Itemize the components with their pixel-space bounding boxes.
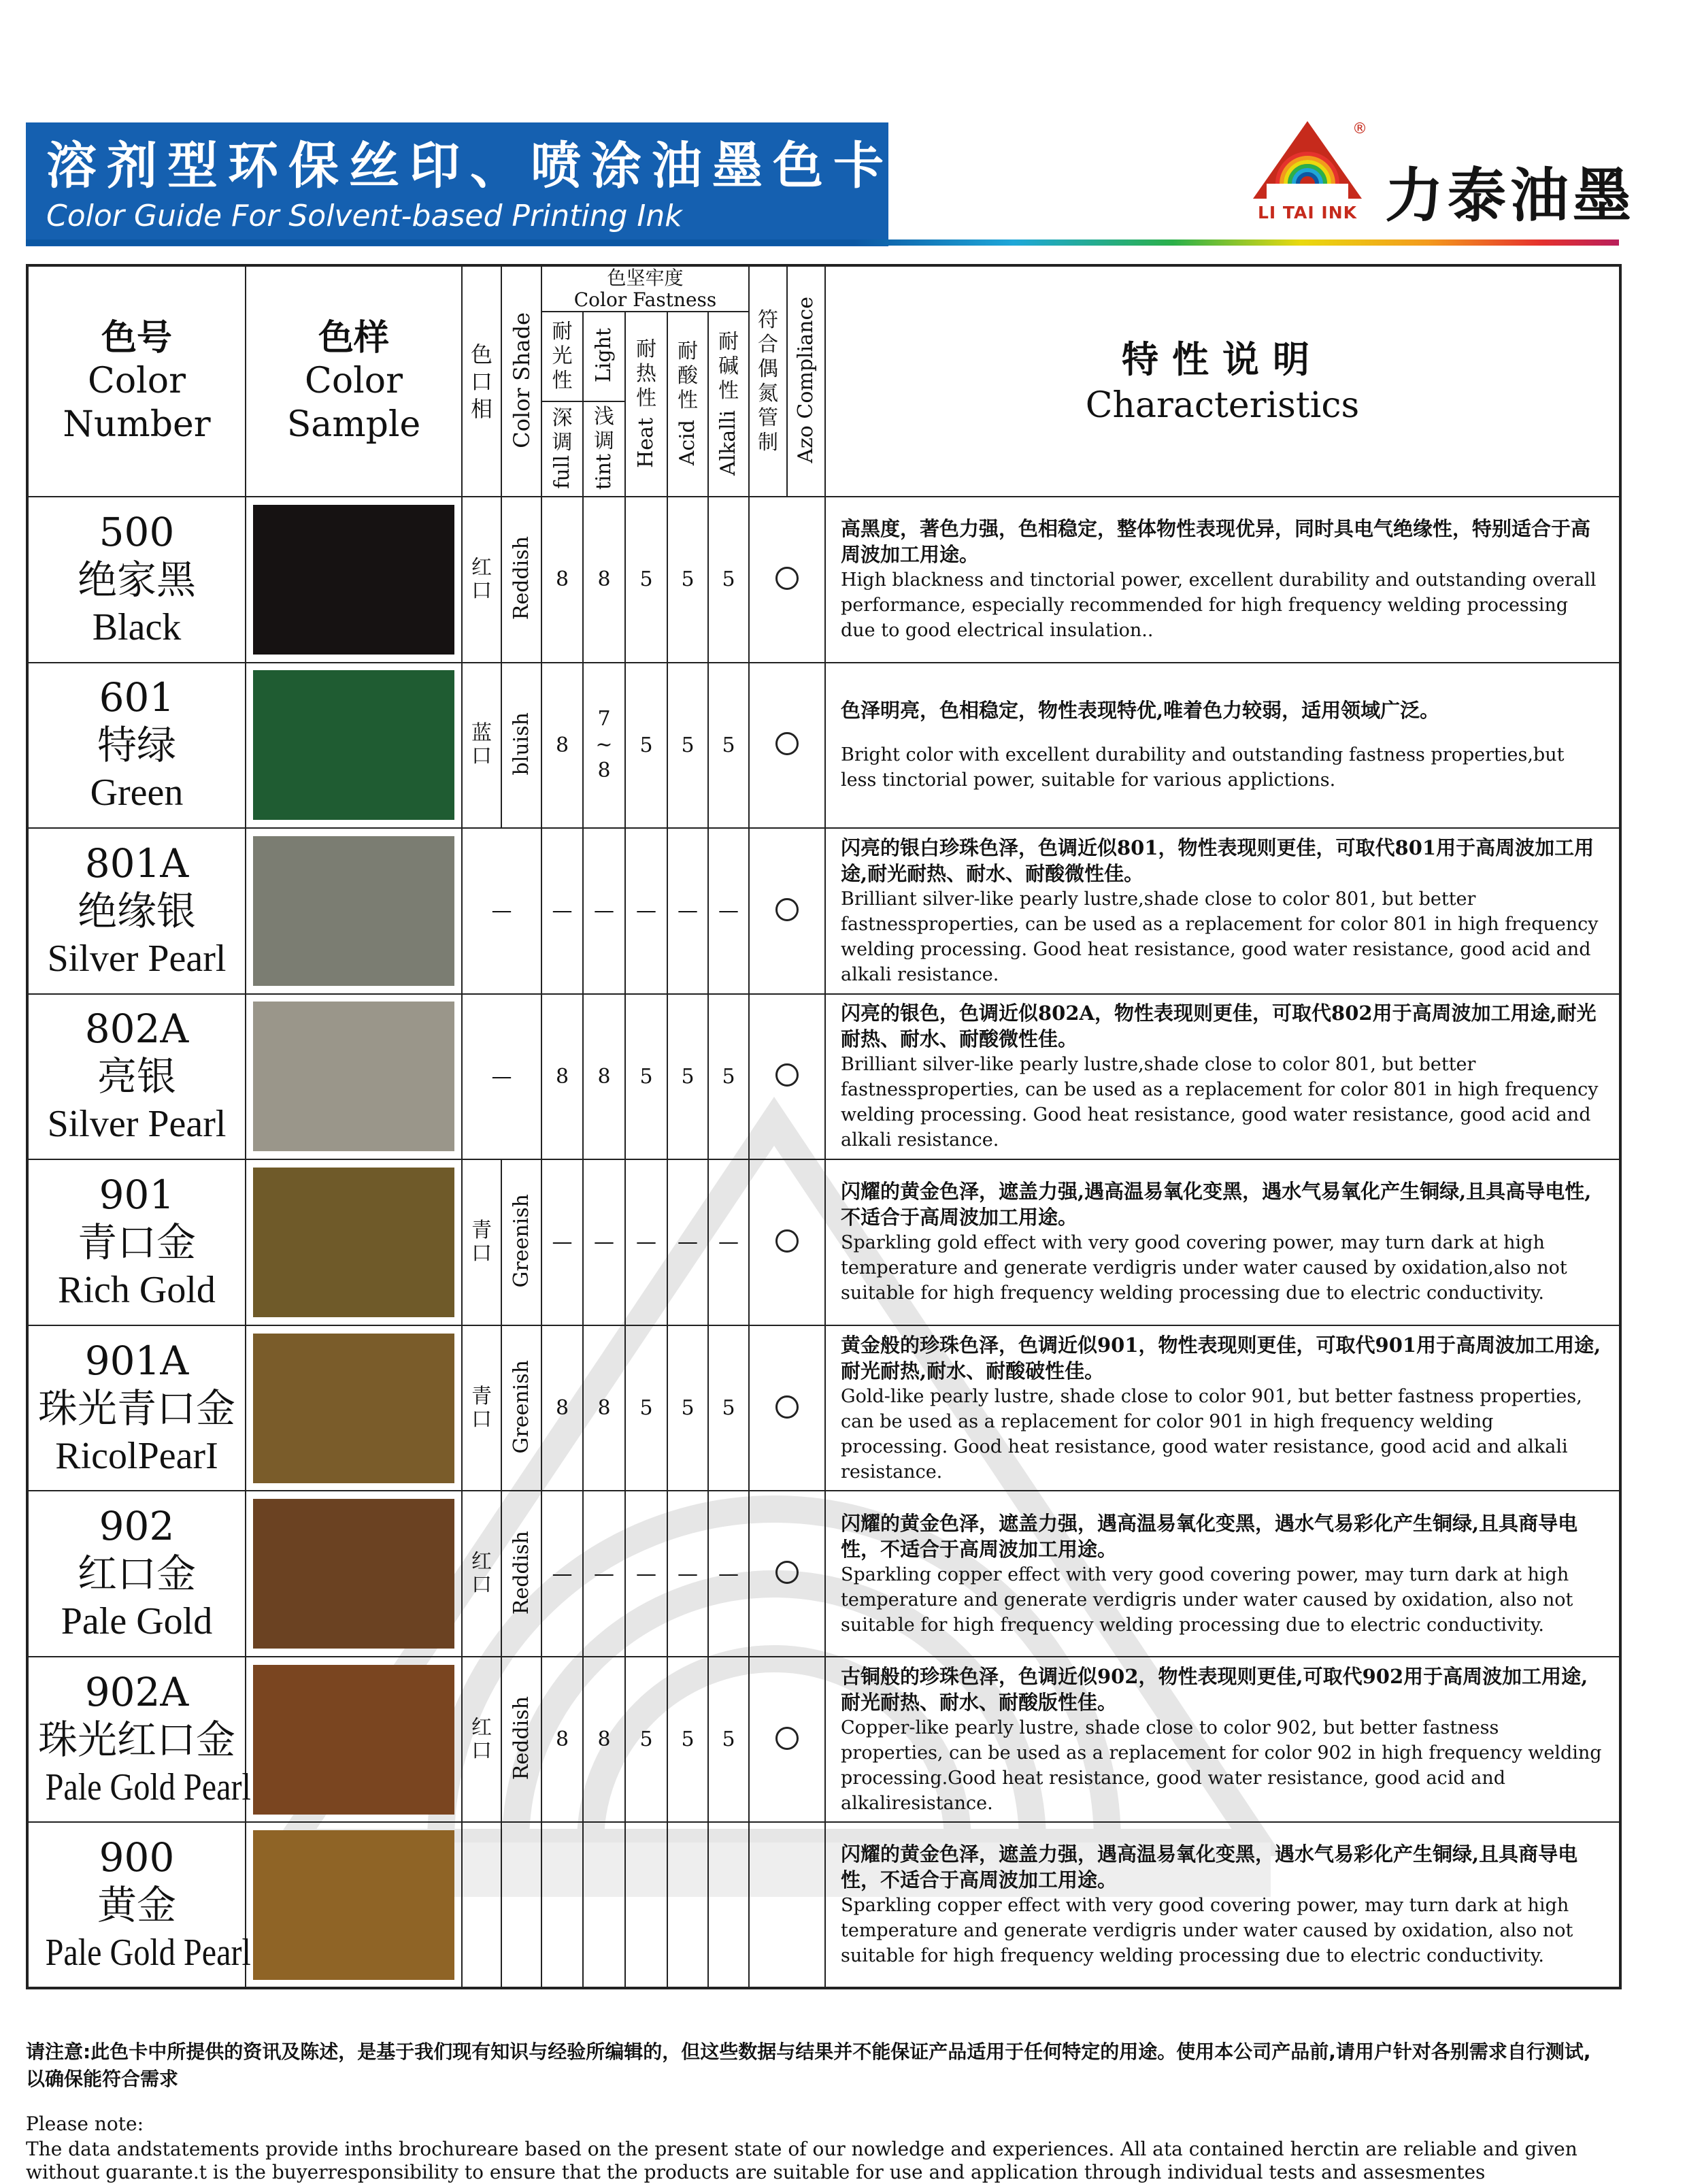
characteristics-cell: 闪耀的黄金色泽，遮盖力强,遇高温易氧化变黑，遇水气易氧化产生铜绿,且具高导电性,不适合于高周波加工用途。 Sparkling gold effect with very good covering power, may turn dark at high temperature and generate verdigris under water caused by oxidation,also not suitable for high frequency welding processing due to electric conductivity. [825, 1159, 1620, 1325]
tint-value: 8 [583, 497, 625, 663]
acid-value: 5 [667, 994, 708, 1160]
full-value: 8 [541, 1657, 583, 1823]
table-row [27, 994, 1620, 1160]
title-english: Color Guide For Solvent-based Printing Ink [46, 199, 682, 233]
heat-value: — [625, 1491, 667, 1657]
color-sample-cell [246, 1491, 462, 1657]
heat-value: 5 [625, 1657, 667, 1823]
tint-value: 8 [583, 994, 625, 1160]
full-value [541, 1822, 583, 1988]
tint-value: 7~8 [583, 663, 625, 829]
table-row [27, 497, 1620, 663]
table-row [27, 1822, 1620, 1988]
azo-compliant-circle-icon [775, 567, 799, 590]
shade-cn-cell: 红口 [462, 1491, 501, 1657]
tint-value: — [583, 828, 625, 994]
azo-cell [749, 1822, 825, 1988]
color-swatch [253, 1002, 454, 1151]
color-sample-cell [246, 497, 462, 663]
azo-cell [749, 1657, 825, 1823]
full-value: 8 [541, 994, 583, 1160]
table-row [27, 663, 1620, 829]
color-number-cell: 902A 珠光红口金 Pale Gold Pearl [27, 1657, 246, 1823]
table-row [27, 828, 1620, 994]
alkali-value: 5 [708, 1657, 749, 1823]
heat-value: 5 [625, 994, 667, 1160]
heat-value: — [625, 828, 667, 994]
azo-cell [749, 1325, 825, 1491]
alkali-value: — [708, 828, 749, 994]
color-swatch [253, 670, 454, 820]
tint-value [583, 1822, 625, 1988]
alkali-value: — [708, 1491, 749, 1657]
color-swatch [253, 1665, 454, 1815]
azo-compliant-circle-icon [775, 1727, 799, 1750]
color-guide-table [26, 264, 1622, 1989]
characteristics-cell: 高黑度，著色力强，色相稳定，整体物性表现优异，同时具电气绝缘性，特别适合于高周波加工用途。 High blackness and tinctorial power, excellent durability and outstanding overall performance, especially recommended for high frequency welding processing due to good electrical insulation.. [825, 497, 1620, 663]
disclaimer-english: The data andstatements provide inths brochureare based on the present state of our nowledge and experiences. All ata contained herctin are reliable and given without guarante.t is the buyerresponsibility to ensure that the products are suitable for use and application through individual tests and assesmentes [26, 2138, 1577, 2183]
shade-cn-cell: 红口 [462, 1657, 501, 1823]
alkali-value [708, 1822, 749, 1988]
triangle-rainbow-logo-icon [1250, 117, 1380, 205]
azo-compliant-circle-icon [775, 1561, 799, 1584]
characteristics-cell: 古铜般的珍珠色泽，色调近似902，物性表现则更佳,可取代902用于高周波加工用途,耐光耐热、耐水、耐酸版性佳。 Copper-like pearly lustre, shade close to color 902, but better fastness properties, can be used as a replacement for color 902 in high frequency welding processing.Good heat resistance, good water resistance, good acid and alkaliresistance. [825, 1657, 1620, 1823]
table-row [27, 1159, 1620, 1325]
acid-value: — [667, 1491, 708, 1657]
header-shade-cn: 色口相 [462, 265, 501, 497]
azo-compliant-circle-icon [775, 1063, 799, 1087]
characteristics-cell: 闪亮的银白珍珠色泽，色调近似801，物性表现则更佳，可取代801用于高周波加工用途,耐光耐热、耐水、耐酸微性佳。 Brilliant silver-like pearly lustre,shade close to color 801, but better fastnessproperties, can be used as a replacement for color 801 in high frequency welding processing. Good heat resistance, good water resistance, good acid and alkali resistance. [825, 828, 1620, 994]
header-tint: 浅调 tint [583, 401, 625, 497]
tint-value: 8 [583, 1657, 625, 1823]
azo-cell [749, 1159, 825, 1325]
shade-cn-cell: 蓝口 [462, 663, 501, 829]
header-shade-en: Color Shade [501, 265, 541, 497]
shade-en-cell: Greenish [501, 1159, 541, 1325]
shade-en-cell: Greenish [501, 1325, 541, 1491]
color-number-cell: 601 特绿 Green [27, 663, 246, 829]
shade-cell: — [462, 828, 541, 994]
disclaimer-chinese: 请注意:此色卡中所提供的资讯及陈述，是基于我们现有知识与经验所编辑的，但这些数据与结果并不能保证产品适用于任何特定的用途。使用本公司产品前,请用户针对各别需求自行测试,以确保能符合需求 [26, 2040, 1591, 2090]
shade-en-cell: Reddish [501, 1657, 541, 1823]
color-swatch [253, 836, 454, 986]
shade-cn-cell: 青口 [462, 1159, 501, 1325]
logo-english: LI TAI INK [1258, 203, 1357, 222]
color-number-cell: 802A 亮银 Silver Pearl [27, 994, 246, 1160]
acid-value: — [667, 828, 708, 994]
characteristics-cell: 黄金般的珍珠色泽，色调近似901，物性表现则更佳，可取代901用于高周波加工用途,耐光耐热,耐水、耐酸破性佳。 Gold-like pearly lustre, shade close to color 901, but better fastness properties, can be used as a replacement for color 901 in high frequency welding processing. Good heat resistance, good water resistance, good acid and alkali resistance. [825, 1325, 1620, 1491]
acid-value: — [667, 1159, 708, 1325]
table-row [27, 1325, 1620, 1491]
shade-en-cell: Reddish [501, 497, 541, 663]
header-azo-cn: 符合偶氮管制 [749, 265, 787, 497]
logo-chinese: 力泰油墨 [1385, 161, 1635, 230]
shade-en-cell [501, 1822, 541, 1988]
alkali-value: 5 [708, 663, 749, 829]
azo-compliant-circle-icon [775, 898, 799, 921]
alkali-value: — [708, 1159, 749, 1325]
color-number-cell: 500 绝家黑 Black [27, 497, 246, 663]
table-body [27, 497, 1620, 1988]
title-banner [26, 122, 894, 246]
color-sample-cell [246, 994, 462, 1160]
alkali-value: 5 [708, 1325, 749, 1491]
azo-compliant-circle-icon [775, 1229, 799, 1253]
rainbow-divider [26, 239, 1619, 246]
azo-cell [749, 994, 825, 1160]
company-logo [1250, 117, 1635, 233]
color-number-cell: 801A 绝缘银 Silver Pearl [27, 828, 246, 994]
azo-compliant-circle-icon [775, 1395, 799, 1419]
color-sample-cell [246, 663, 462, 829]
heat-value: — [625, 1159, 667, 1325]
full-value: 8 [541, 497, 583, 663]
table-row [27, 1491, 1620, 1657]
color-swatch [253, 1830, 454, 1980]
color-number-cell: 901A 珠光青口金 RicolPearI [27, 1325, 246, 1491]
title-chinese: 溶剂型环保丝印、喷涂油墨色卡 [46, 137, 894, 195]
azo-compliant-circle-icon [775, 732, 799, 755]
table-row [27, 1657, 1620, 1823]
header-characteristics: 特性说明 Characteristics [825, 265, 1620, 497]
color-sample-cell [246, 1822, 462, 1988]
characteristics-cell: 色泽明亮，色相稳定，物性表现特优,唯着色力较弱，适用领域广泛。 Bright color with excellent durability and outstanding fastness properties,but less tinctorial power, suitable for various applictions. [825, 663, 1620, 829]
alkali-value: 5 [708, 994, 749, 1160]
header-color-sample: 色样 Color Sample [246, 265, 462, 497]
acid-value [667, 1822, 708, 1988]
color-number-cell: 900 黄金 Pale Gold Pearl [27, 1822, 246, 1988]
color-sample-cell [246, 828, 462, 994]
characteristics-cell: 闪亮的银色，色调近似802A，物性表现则更佳，可取代802用于高周波加工用途,耐光耐热、耐水、耐酸微性佳。 Brilliant silver-like pearly lustre,shade close to color 801, but better fastnessproperties, can be used as a replacement for color 801 in high frequency welding processing. Good heat resistance, good water resistance, good acid and alkali resistance. [825, 994, 1620, 1160]
azo-cell [749, 1491, 825, 1657]
alkali-value: 5 [708, 497, 749, 663]
header-alkali: 耐碱性 Alkalli [708, 312, 749, 497]
header-light-en: Light [583, 312, 625, 401]
heat-value: 5 [625, 497, 667, 663]
color-swatch [253, 505, 454, 655]
full-value: — [541, 1159, 583, 1325]
full-value: 8 [541, 1325, 583, 1491]
color-sample-cell [246, 1657, 462, 1823]
color-number-cell: 901 青口金 Rich Gold [27, 1159, 246, 1325]
acid-value: 5 [667, 497, 708, 663]
color-swatch [253, 1334, 454, 1483]
heat-value: 5 [625, 1325, 667, 1491]
characteristics-cell: 闪耀的黄金色泽，遮盖力强，遇高温易氧化变黑，遇水气易彩化产生铜绿,且具商导电性，不适合于高周波加工用途。 Sparkling copper effect with very good covering power, may turn dark at high temperature and generate verdigris under water caused by oxidation, also not suitable for high frequency welding processing due to electric conductivity. [825, 1491, 1620, 1657]
shade-cn-cell: 青口 [462, 1325, 501, 1491]
heat-value [625, 1822, 667, 1988]
header-heat: 耐热性 Heat [625, 312, 667, 497]
shade-cn-cell: 红口 [462, 497, 501, 663]
full-value: 8 [541, 663, 583, 829]
acid-value: 5 [667, 663, 708, 829]
full-value: — [541, 828, 583, 994]
color-number-cell: 902 红口金 Pale Gold [27, 1491, 246, 1657]
shade-cn-cell [462, 1822, 501, 1988]
color-sample-cell [246, 1159, 462, 1325]
shade-en-cell: bluish [501, 663, 541, 829]
tint-value: — [583, 1491, 625, 1657]
characteristics-cell: 闪耀的黄金色泽，遮盖力强，遇高温易氧化变黑，遇水气易彩化产生铜绿,且具商导电性，不适合于高周波加工用途。 Sparkling copper effect with very good covering power, may turn dark at high temperature and generate verdigris under water caused by oxidation, also not suitable for high frequency welding processing due to electric conductivity. [825, 1822, 1620, 1988]
azo-cell [749, 663, 825, 829]
registered-mark: ® [1352, 120, 1367, 137]
color-swatch [253, 1168, 454, 1317]
header-azo-en: Azo Compliance [787, 265, 825, 497]
disclaimer-title: Please note: [26, 2113, 144, 2135]
header-full: 深调 full [541, 401, 583, 497]
tint-value: 8 [583, 1325, 625, 1491]
acid-value: 5 [667, 1657, 708, 1823]
shade-en-cell: Reddish [501, 1491, 541, 1657]
acid-value: 5 [667, 1325, 708, 1491]
heat-value: 5 [625, 663, 667, 829]
azo-cell [749, 497, 825, 663]
color-guide-table-wrapper [26, 264, 1619, 1989]
azo-cell [749, 828, 825, 994]
full-value: — [541, 1491, 583, 1657]
header-acid: 耐酸性 Acid [667, 312, 708, 497]
header-color-fastness: 色坚牢度 Color Fastness [541, 265, 749, 312]
header-color-number: 色号 Color Number [27, 265, 246, 497]
shade-cell: — [462, 994, 541, 1160]
color-swatch [253, 1499, 454, 1649]
header-light-cn: 耐光性 [541, 312, 583, 401]
color-sample-cell [246, 1325, 462, 1491]
tint-value: — [583, 1159, 625, 1325]
